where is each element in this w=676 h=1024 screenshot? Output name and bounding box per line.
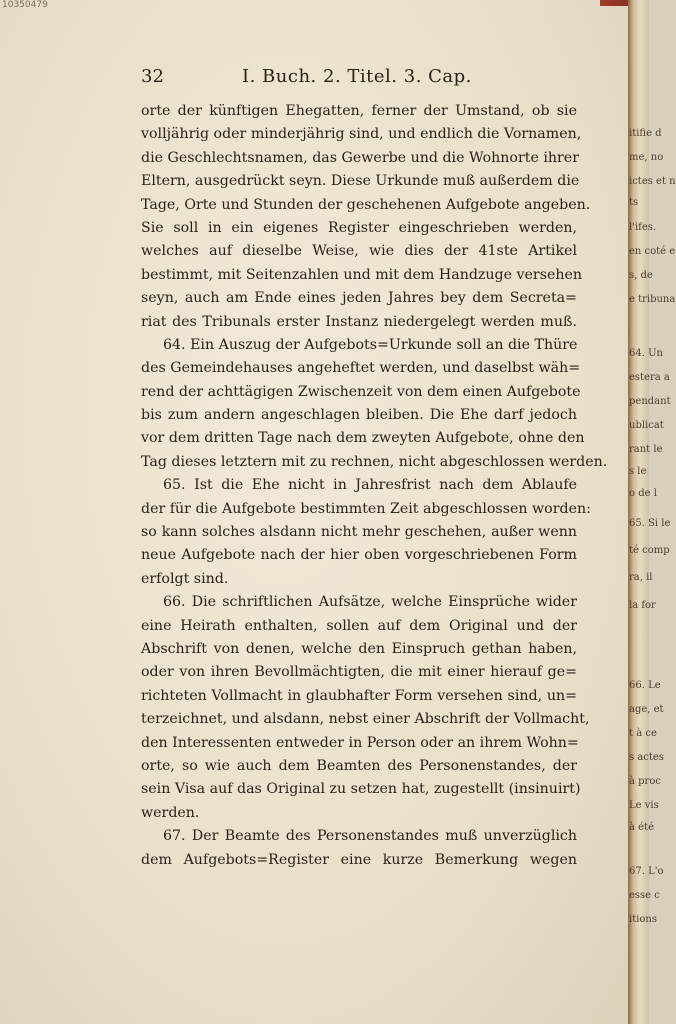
facing-page-fragment: ictes et n [629,176,676,187]
facing-page-fragment: en coté e [629,246,676,257]
facing-page-fragment: pendant [629,396,671,407]
facing-page-fragment: s, de [629,270,653,281]
facing-page-fragment: ts [629,197,639,208]
text-line: riat des Tribunals erster Instanz niedergelegt werden muß. [141,313,577,330]
running-title: I. Buch. 2. Titel. 3. Cap. [242,66,472,87]
text-line: so kann solches alsdann nicht mehr geschehen, außer wenn [141,524,577,541]
facing-page-fragment: ra, il [629,572,653,583]
facing-page-fragment: 67. L'o [629,866,664,877]
text-line: dem Aufgebots=Register eine kurze Bemerkung wegen [141,851,577,868]
text-line: seyn, auch am Ende eines jeden Jahres bey dem Secreta= [141,290,577,307]
text-line: bestimmt, mit Seitenzahlen und mit dem Handzuge versehen [141,266,583,283]
facing-page-fragment: esse c [629,890,660,901]
text-line: vor dem dritten Tage nach dem zweyten Aufgebote, ohne den [141,430,585,447]
text-line: erfolgt sind. [141,570,229,587]
running-header [0,66,628,96]
facing-page-fragment: o de l [629,488,657,499]
text-line: rend der achttägigen Zwischenzeit von dem einen Aufgebote [141,383,581,400]
text-line: den Interessenten entweder in Person oder an ihrem Wohn= [141,734,579,751]
text-line: bis zum andern angeschlagen bleiben. Die Ehe darf jedoch [141,407,577,424]
facing-page-fragment: Le vis [629,800,659,811]
body-text [141,100,608,872]
text-line: die Geschlechtsnamen, das Gewerbe und die Wohnorte ihrer [141,149,579,166]
text-line: orte, so wie auch dem Beamten des Personenstandes, der [141,757,577,774]
text-line: 65. Ist die Ehe nicht in Jahresfrist nach dem Ablaufe [163,477,577,494]
facing-page-fragment: à été [629,822,654,833]
facing-page-fragment: rant le [629,444,663,455]
facing-page-fragment: à proc [629,776,661,787]
page-number: 32 [141,66,164,87]
facing-page-fragment: s actes [629,752,664,763]
text-line: neue Aufgebote nach der hier oben vorgeschriebenen Form [141,547,577,564]
text-line: 66. Die schriftlichen Aufsätze, welche Einsprüche wider [163,594,577,611]
text-line: Sie soll in ein eigenes Register eingeschrieben werden, [141,219,577,236]
text-line: Abschrift von denen, welche den Einspruch gethan haben, [141,640,577,657]
text-line: Tag dieses letztern mit zu rechnen, nicht abgeschlossen werden. [141,453,608,470]
facing-page-edge [628,0,676,1024]
text-line: 64. Ein Auszug der Aufgebots=Urkunde soll an die Thüre [163,336,578,353]
text-line: werden. [141,804,200,821]
facing-page-fragment: e tribuna [629,294,676,305]
text-line: Eltern, ausgedrückt seyn. Diese Urkunde muß außerdem die [141,173,580,190]
text-line: oder von ihren Bevollmächtigten, die mit einer hierauf ge= [141,664,577,681]
text-line: sein Visa auf das Original zu setzen hat, zugestellt (insinuirt) [141,781,581,798]
text-line: des Gemeindehauses angeheftet werden, und daselbst wäh= [141,360,581,377]
facing-page-fragment: la for [629,600,656,611]
text-line: 67. Der Beamte des Personenstandes muß unverzüglich [163,828,577,845]
text-line: eine Heirath enthalten, sollen auf dem Original und der [141,617,577,634]
text-line: terzeichnet, und alsdann, nebst einer Abschrift der Vollmacht, [141,711,590,728]
facing-page-fragment: itions [629,914,658,925]
facing-page-fragment: itifie d [629,128,662,139]
facing-page-fragment: l'ifes. [629,222,657,233]
text-line: welches auf dieselbe Weise, wie dies der 41ste Artikel [141,243,577,260]
facing-page-fragment: age, et [629,704,664,715]
text-line: richteten Vollmacht in glaubhafter Form versehen sind, un= [141,687,577,704]
facing-page-fragment: 65. Si le [629,518,671,529]
catalog-number: 10350479 [2,0,48,10]
facing-page-fragment: 66. Le [629,680,661,691]
facing-page-fragment: té comp [629,545,670,556]
text-line: der für die Aufgebote bestimmten Zeit abgeschlossen worden: [141,500,591,517]
text-line: orte der künftigen Ehegatten, ferner der Umstand, ob sie [141,103,577,119]
text-line: volljährig oder minderjährig sind, und endlich die Vornamen, [141,126,582,143]
facing-page-fragment: estera a [629,372,670,383]
text-line: Tage, Orte und Stunden der geschehenen Aufgebote angeben. [141,196,591,213]
facing-page-fragment: s le [629,466,647,477]
facing-page-fragment: t à ce [629,728,657,739]
facing-page-fragment: ublicat [629,420,664,431]
facing-page-fragment: me, no [629,152,664,163]
facing-page-fragment: 64. Un [629,348,663,359]
